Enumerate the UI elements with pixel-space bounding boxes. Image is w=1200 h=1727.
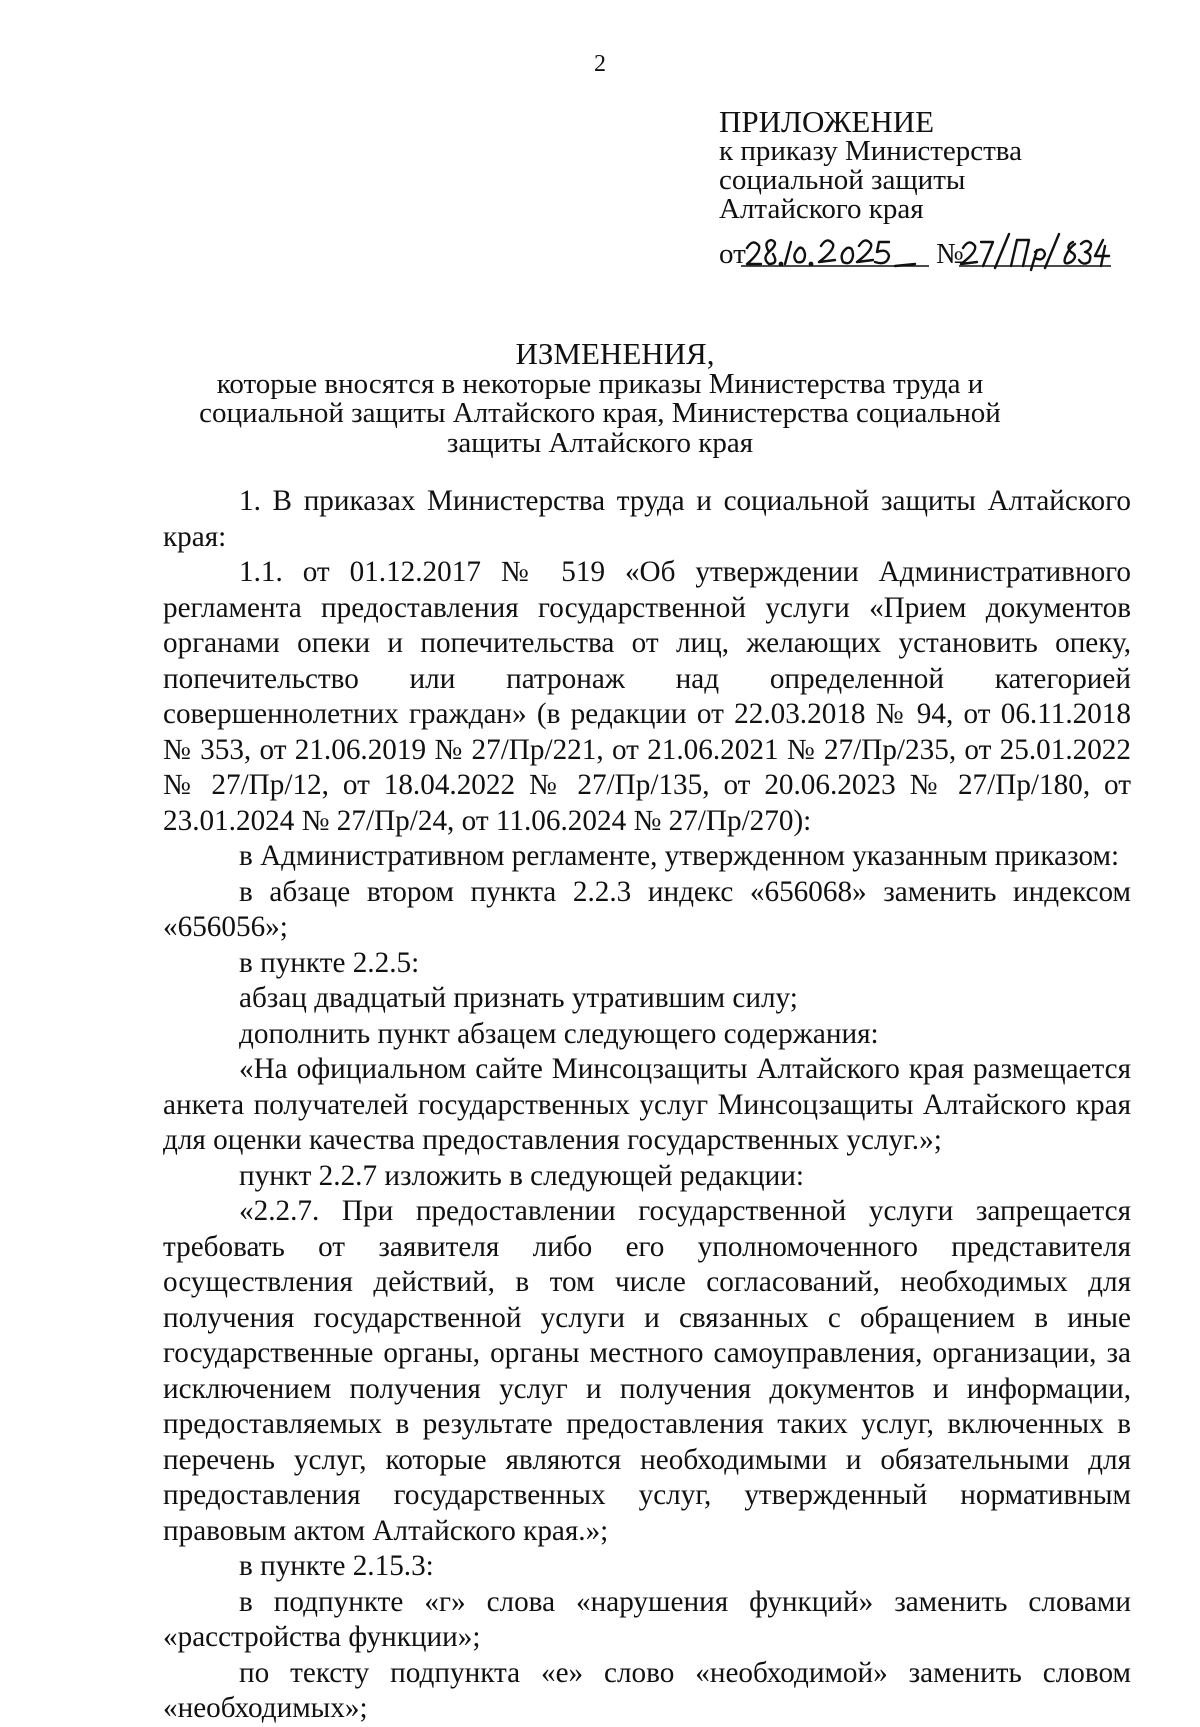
heading-line: социальной защиты Алтайского края, Министерства социальной [199,397,1001,430]
paragraph: пункт 2.2.7 изложить в следующей редакции: [239,1159,804,1192]
handwritten-date-number-signature [719,226,1159,272]
appendix-title: ПРИЛОЖЕНИЕ [719,104,935,139]
paragraph: дополнить пункт абзацем следующего содержания: [239,1017,879,1050]
appendix-date-number-line [719,226,1159,272]
paragraph: в абзаце втором пункта 2.2.3 индекс «656068» заменить индексом «656056»; [163,875,1131,943]
paragraph: в пункте 2.2.5: [239,946,420,979]
handwritten-number [961,234,1109,270]
paragraph: в Административном регламенте, утвержденном указанным приказом: [239,840,1120,872]
paragraph: «На официальном сайте Минсоцзащиты Алтайского края размещается анкета получателей государственных услуг Минсоцзащиты Алтайского края для оценки качества предоставления государственных услуг.»; [163,1053,1131,1156]
page-number: 2 [594,51,606,77]
paragraph: в пункте 2.15.3: [239,1550,434,1582]
appendix-line: социальной защиты [719,164,966,196]
heading-line: которые вносятся в некоторые приказы Министерства труда и [216,367,984,400]
document-heading [0,338,1200,458]
paragraph: по тексту подпункта «е» слово «необходимой» заменить словом «необходимых»; [163,1656,1131,1724]
document-body [163,484,1131,1727]
appendix-line: к приказу Министерства [719,135,1022,167]
paragraph: абзац двадцатый признать утратившим силу; [239,982,798,1014]
heading-line: защиты Алтайского края [446,426,754,459]
handwritten-date [747,240,915,266]
paragraph: 1.1. от 01.12.2017 № 519 «Об утверждении Административного регламента предоставления государственной услуги «Прием документов органами опеки и попечительства от лиц, желающих установить опеку, попечительство или патронаж над определенной категорией совершеннолетних граждан» (в редакции от 22.03.2018 № 94, от 06.11.2018 № 353, от 21.06.2019 № 27/Пр/221, от 21.06.2021 № 27/Пр/235, от 25.01.2022 № 27/Пр/12, от 18.04.2022 № 27/Пр/135, от 20.06.2023 № 27/Пр/180, от 23.01.2024 № 27/Пр/24, от 11.06.2024 № 27/Пр/270): [163,556,1131,837]
paragraph: в подпункте «г» слова «нарушения функций» заменить словами «расстройства функции»; [163,1585,1131,1653]
paragraph: «2.2.7. При предоставлении государственной услуги запрещается требовать от заявителя либо его уполномоченного представителя осуществления действий, в том числе согласований, необходимых для получения государственной услуги и связанных с обращением в иные государственные органы, органы местного самоуправления, организации, за исключением получения услуг и получения документов и информации, предоставляемых в результате предоставления таких услуг, включенных в перечень услуг, которые являются необходимыми и обязательными для предоставления государственных услуг, утвержденный нормативным правовым актом Алтайского края.»; [163,1195,1131,1547]
heading-title: ИЗМЕНЕНИЯ, [515,336,715,371]
appendix-line: Алтайского края [719,193,924,225]
date-prefix: от [719,238,746,270]
number-prefix: № [936,238,964,270]
paragraph: 1. В приказах Министерства труда и социальной защиты Алтайского края: [163,485,1131,553]
appendix-block [719,106,1159,272]
